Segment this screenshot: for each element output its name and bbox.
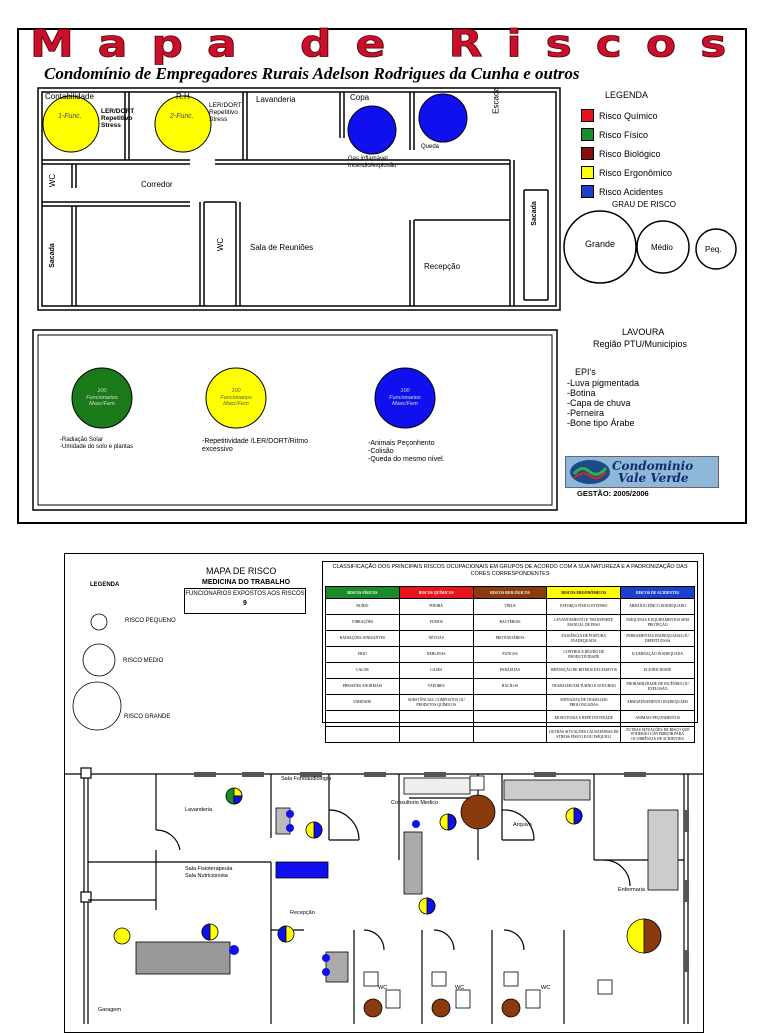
table-cell: JORNADAS DE TRABALHO PROLONGADAS: [547, 695, 621, 711]
table-cell: [473, 711, 547, 727]
room-nutricionista: Sala Nutricionista: [185, 873, 228, 879]
toilet-1: [386, 990, 400, 1008]
table-cell: [326, 711, 400, 727]
sink-1: [364, 972, 378, 986]
table-cell: PARASITAS: [473, 663, 547, 679]
expostos-value: 9: [243, 600, 247, 607]
table-cell: CALOR: [326, 663, 400, 679]
legend-swatch: [581, 109, 594, 122]
risk-consultorio-bio: [461, 795, 495, 829]
table-cell: ELETRICIDADE: [621, 663, 695, 679]
risk-circle-contabilidade: [43, 96, 99, 152]
risk-wc-3: [502, 999, 520, 1017]
chairs-row: [276, 862, 328, 878]
toilet-top: [470, 776, 484, 790]
room-escada: Escada: [491, 87, 501, 114]
map-title: Mapa de Riscos: [30, 22, 751, 66]
room-rh: R.H: [176, 92, 190, 101]
table-cell: NEBLINAS: [399, 647, 473, 663]
sink-4: [598, 980, 612, 994]
room-arquivo: Arquivo: [513, 822, 532, 828]
bottom-legenda: LEGENDA: [90, 582, 120, 588]
epi-item: -Capa de chuva: [567, 398, 631, 408]
risk-text-queda: Queda: [421, 144, 440, 150]
table-cell: CONTROLE RÍGIDO DE PRODUTIVIDADE: [547, 647, 621, 663]
grau-medio-label: Médio: [651, 243, 673, 252]
legend-swatch: [581, 147, 594, 160]
room-wc-b3: WC: [541, 985, 551, 991]
table-cell: POEIRA: [399, 599, 473, 615]
table-cell: VAPORES: [399, 679, 473, 695]
table-cell: UMIDADE: [326, 695, 400, 711]
room-lavanderia-b: Lavanderia: [185, 807, 213, 813]
sink-2: [432, 972, 446, 986]
table-cell: ESFORÇO FÍSICO INTENSO: [547, 599, 621, 615]
th-biologicos: RISCOS BIOLÓGICOS: [473, 587, 547, 599]
risco-medio-circle: [83, 644, 115, 676]
table-row: [326, 615, 695, 631]
room-lavanderia: Lavanderia: [256, 95, 296, 104]
counter-consultorio: [404, 778, 470, 794]
table-cell: [473, 727, 547, 743]
legend-label: Risco Químico: [599, 110, 658, 121]
risk-text-copa: Gas inflamável Incendio/explosão: [348, 156, 397, 169]
sink-3: [504, 972, 518, 986]
legend-item-quimico: [581, 106, 672, 125]
table-cell: FUNGOS: [473, 647, 547, 663]
grau-grande-label: Grande: [585, 239, 616, 249]
table-cell: ARRANJO FÍSICO INADEQUADO: [621, 599, 695, 615]
lavoura-region: Região PTU/Municipios: [593, 339, 688, 349]
risk-text-contabilidade: LER/DORT Repetitivo Stress: [101, 108, 135, 129]
room-wc-b1: WC: [378, 985, 388, 991]
risk-class-table: [325, 586, 695, 743]
room-wc-2: WC: [216, 237, 226, 252]
table-cell: IMPOSIÇÃO DE RITMOS EXCESSIVOS: [547, 663, 621, 679]
legend-list: [581, 106, 672, 201]
lavoura-circle-text-2: 100 Funcionarios Masc/Fem: [220, 388, 252, 407]
legend-label: Risco Biológico: [599, 148, 661, 159]
bottom-title: MAPA DE RISCO: [206, 566, 277, 576]
table-row: [326, 599, 695, 615]
table-cell: RUÍDO: [326, 599, 400, 615]
table-cell: ARMAZENAMENTO INADEQUADO: [621, 695, 695, 711]
garage-stack: [136, 942, 230, 974]
th-quimicos: RISCOS QUÍMICOS: [399, 587, 473, 599]
table-cell: MÁQUINAS E EQUIPAMENTOS SEM PROTEÇÃO: [621, 615, 695, 631]
room-sala-reunioes: Sala de Reuniões: [250, 243, 314, 252]
risk-circle-queda: [419, 94, 467, 142]
lavoura-title: LAVOURA: [622, 327, 665, 337]
table-row: [326, 711, 695, 727]
room-wc-1: WC: [48, 173, 58, 188]
th-fisicos: RISCOS FÍSICOS: [326, 587, 400, 599]
legend-item-ergonomico: [581, 163, 672, 182]
logo-icon: [568, 458, 612, 486]
risco-grande-label: RISCO GRANDE: [124, 714, 171, 720]
table-cell: ILUMINAÇÃO INADEQUADA: [621, 647, 695, 663]
exam-table: [404, 832, 422, 894]
room-wc-b2: WC: [455, 985, 465, 991]
table-cell: PROTOZOÁRIOS: [473, 631, 547, 647]
lavoura-yellow-risks: -Repetitividade /LER/DORT/Ritmo excessivo: [202, 438, 309, 453]
room-contabilidade: Contabilidade: [45, 92, 94, 101]
table-cell: SUBSTÂNCIAS, COMPOSTOS OU PRODUTOS QUÍMICOS: [399, 695, 473, 711]
legend-label: Risco Ergonômico: [599, 167, 673, 178]
gestao-label: GESTÃO: 2005/2006: [577, 489, 649, 498]
room-sacada-1: Sacada: [48, 243, 56, 268]
table-row: [326, 727, 695, 743]
risk-circle-copa: [348, 106, 396, 154]
room-recepcao-b: Recepção: [290, 910, 315, 916]
room-fisioterapeuta: Sala Fisioterapeuta: [185, 866, 233, 872]
grau-pequeno-label: Peq.: [705, 245, 722, 254]
risk-circle-rh: [155, 96, 211, 152]
expostos-label: FUNCIONARIOS EXPOSTOS AOS RISCOS: [185, 591, 305, 597]
risco-pequeno-circle: [91, 614, 107, 630]
room-garagem: Garagem: [98, 1007, 121, 1013]
table-cell: [399, 727, 473, 743]
lavoura-circle-text-3: 100 Funcionarios Masc/Fem: [389, 388, 421, 407]
room-copa: Copa: [350, 93, 370, 102]
lavoura-blue-risks: -Animais Peçonhento -Colisão -Queda do mesmo nível.: [368, 440, 445, 463]
table-header-row: [326, 587, 695, 599]
map-subtitle: Condomínio de Empregadores Rurais Adelson Rodrigues da Cunha e outros: [44, 64, 580, 83]
epi-item: -Luva pigmentada: [567, 378, 640, 388]
table-cell: OUTRAS SITUAÇÕES DE RISCO QUE PODERÃO CONTRIBUIR PARA OCORRÊNCIA DE ACIDENTES: [621, 727, 695, 743]
th-ergonomicos: RISCOS ERGONÔMICOS: [547, 587, 621, 599]
logo-line-1: Condominio: [612, 459, 694, 473]
legend-label: Risco Físico: [599, 129, 649, 140]
risco-medio-label: RISCO MEDIO: [123, 658, 164, 664]
epi-item: -Botina: [567, 388, 596, 398]
risk-text-rh: LER/DORT Repetitivo Stress: [209, 102, 242, 123]
th-acidentes: RISCOS DE ACIDENTES: [621, 587, 695, 599]
legend-label: Risco Acidentes: [599, 186, 664, 197]
legend-item-acidentes: [581, 182, 672, 201]
legend-item-fisico: [581, 125, 672, 144]
logo-line-2: Vale Verde: [618, 471, 689, 485]
legend-title: LEGENDA: [605, 90, 649, 100]
table-cell: PRESSÕES ANORMAIS: [326, 679, 400, 695]
table-row: [326, 647, 695, 663]
table-cell: MONOTONIA E REPETITIVIDADE: [547, 711, 621, 727]
func-count-2: 2-Func.: [170, 113, 194, 120]
table-row: [326, 663, 695, 679]
table-cell: OUTRAS SITUAÇÕES CAUSADORAS DE STRESS FÍSICO E/OU PSÍQUICO: [547, 727, 621, 743]
grau-risco-title: GRAU DE RISCO: [612, 200, 677, 209]
table-cell: RADIAÇÕES IONIZANTES: [326, 631, 400, 647]
table-cell: LEVANTAMENTO E TRANSPORTE MANUAL DE PESO: [547, 615, 621, 631]
epi-item: -Perneira: [567, 408, 605, 418]
table-cell: FUMOS: [399, 615, 473, 631]
lavoura-circle-text-1: 100 Funcionarios Masc/Fem: [86, 388, 118, 407]
risk-wc-2: [432, 999, 450, 1017]
table-row: [326, 679, 695, 695]
table-cell: BACILOS: [473, 679, 547, 695]
table-cell: [399, 711, 473, 727]
table-cell: PROBABILIDADE DE INCÊNDIO OU EXPLOSÃO: [621, 679, 695, 695]
table-cell: [473, 695, 547, 711]
epi-list: [567, 378, 639, 428]
table-cell: TRABALHO EM TURNO E NOTURNO: [547, 679, 621, 695]
room-fonoaudiologia: Sala Fonoaudiologia: [281, 776, 332, 782]
table-cell: VIBRAÇÕES: [326, 615, 400, 631]
classif-title: CLASSIFICAÇÃO DOS PRINCIPAIS RISCOS OCUPACIONAIS EM GRUPOS DE ACORDO COM A SUA NATUREZA E A PADRONIZAÇÃO DAS CORES CORRESPONDENTES: [332, 564, 688, 577]
legend-item-biologico: [581, 144, 672, 163]
classif-table-box: [322, 561, 698, 741]
table-cell: [326, 727, 400, 743]
table-cell: FERRAMENTAS INADEQUADAS OU DEFEITUOSAS: [621, 631, 695, 647]
risk-table-body: [326, 599, 695, 743]
stretcher: [648, 810, 678, 890]
condominio-logo: [565, 456, 719, 488]
risk-wc-1: [364, 999, 382, 1017]
room-corredor: Corredor: [141, 180, 173, 189]
room-sacada-2: Sacada: [530, 201, 538, 226]
table-row: [326, 631, 695, 647]
table-cell: VÍRUS: [473, 599, 547, 615]
func-count-1: 1-Func.: [58, 113, 82, 120]
room-consultorio: Consultorio Medico: [391, 800, 439, 806]
risk-garagem-1: [114, 928, 130, 944]
legend-swatch: [581, 166, 594, 179]
archive-shelves: [504, 780, 590, 800]
epi-item: -Bone tipo Árabe: [567, 418, 635, 428]
room-recepcao: Recepção: [424, 262, 461, 271]
lavoura-green-risks: -Radiação Solar -Umidade do solo e plantas: [60, 437, 134, 450]
epi-title: EPI's: [575, 367, 596, 377]
table-row: [326, 695, 695, 711]
risco-pequeno-label: RISCO PEQUENO: [125, 618, 176, 624]
toilet-2: [456, 990, 470, 1008]
table-cell: EXIGÊNCIA DE POSTURA INADEQUADA: [547, 631, 621, 647]
toilet-3: [526, 990, 540, 1008]
table-cell: ANIMAIS PEÇONHENTOS: [621, 711, 695, 727]
risco-grande-circle: [73, 682, 121, 730]
legend-swatch: [581, 185, 594, 198]
bottom-medicina: MEDICINA DO TRABALHO: [202, 579, 291, 586]
table-cell: NÉVOAS: [399, 631, 473, 647]
table-cell: FRIO: [326, 647, 400, 663]
room-enfermaria: Enfermaria: [618, 887, 645, 893]
table-cell: BACTÉRIAS: [473, 615, 547, 631]
legend-swatch: [581, 128, 594, 141]
table-cell: GASES: [399, 663, 473, 679]
